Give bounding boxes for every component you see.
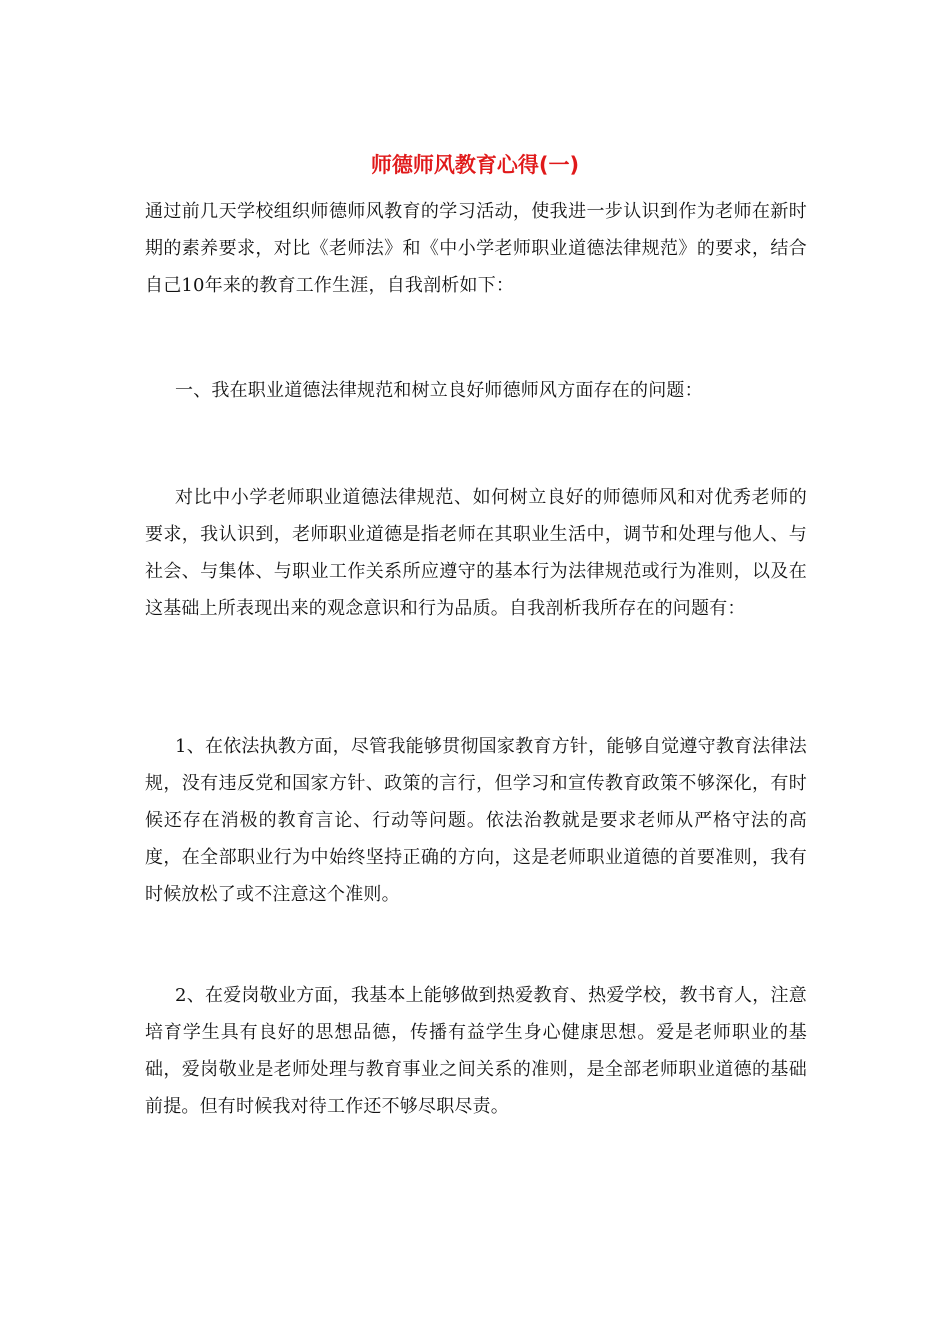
body-paragraph-1: 对比中小学老师职业道德法律规范、如何树立良好的师德师风和对优秀老师的要求，我认识到，老师职业道德是指老师在其职业生活中，调节和处理与他人、与社会、与集体、与职业工作关系所应遵守的基本行为法律规范或行为准则，以及在这基础上所表现出来的观念意识和行为品质。自我剖析我所存在的问题有： bbox=[145, 487, 807, 619]
section-heading-1: 一、我在职业道德法律规范和树立良好师德师风方面存在的问题： bbox=[175, 380, 703, 401]
intro-paragraph: 通过前几天学校组织师德师风教育的学习活动，使我进一步认识到作为老师在新时期的素养要求，对比《老师法》和《中小学老师职业道德法律规范》的要求，结合自己10年来的教育工作生涯，自我剖析如下： bbox=[145, 201, 807, 296]
list-item-1: 1、在依法执教方面，尽管我能够贯彻国家教育方针，能够自觉遵守教育法律法规，没有违反党和国家方针、政策的言行，但学习和宣传教育政策不够深化，有时候还存在消极的教育言论、行动等问题。依法治教就是要求老师从严格守法的高度，在全部职业行为中始终坚持正确的方向，这是老师职业道德的首要准则，我有时候放松了或不注意这个准则。 bbox=[145, 736, 807, 905]
list-item-2: 2、在爱岗敬业方面，我基本上能够做到热爱教育、热爱学校，教书育人，注意培育学生具有良好的思想品德，传播有益学生身心健康思想。爱是老师职业的基础，爱岗敬业是老师处理与教育事业之间关系的准则，是全部老师职业道德的基础前提。但有时候我对待工作还不够尽职尽责。 bbox=[145, 985, 807, 1117]
document-title: 师德师风教育心得(一) bbox=[370, 153, 580, 177]
